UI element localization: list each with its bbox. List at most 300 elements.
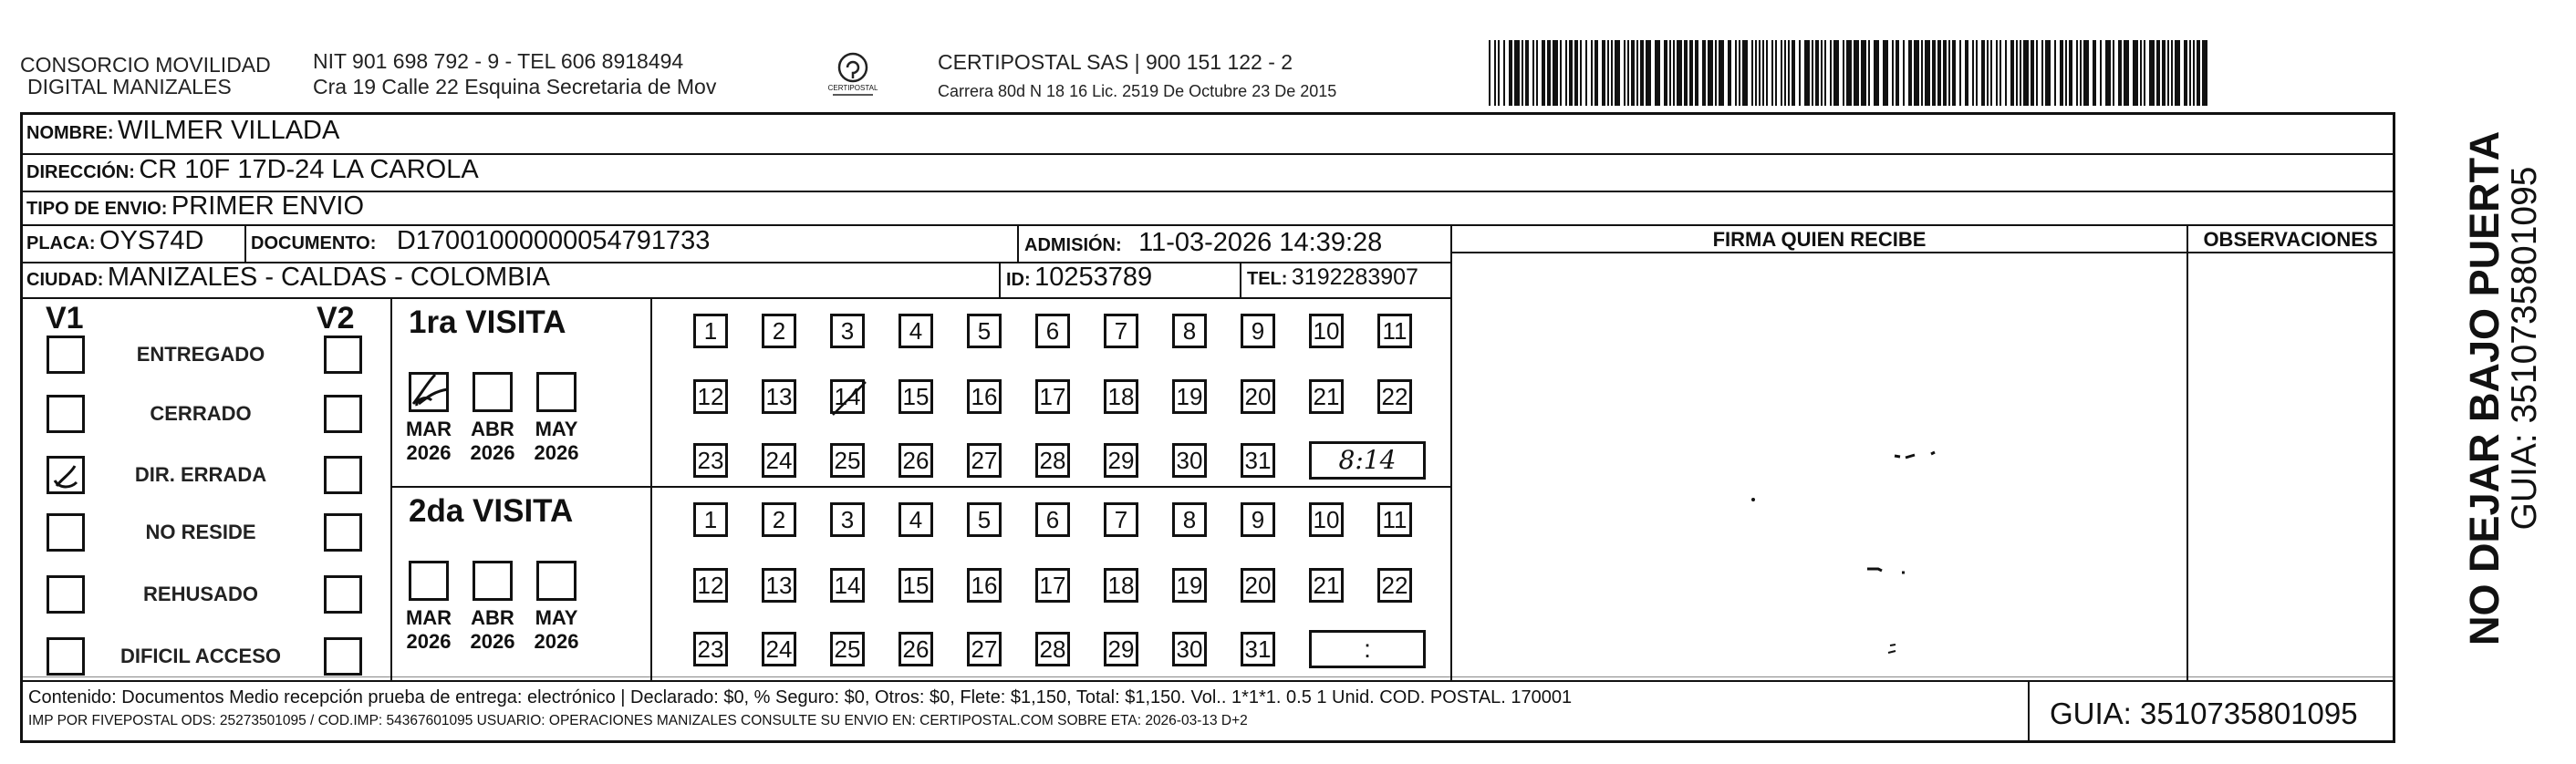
day-box[interactable]	[693, 568, 728, 603]
day-number: 29	[1107, 447, 1135, 474]
day-number: 14	[834, 572, 861, 599]
barcode-bar	[1585, 40, 1587, 106]
barcode-bar	[2054, 40, 2056, 106]
barcode-bar	[2023, 40, 2029, 106]
month-label	[401, 606, 456, 654]
day-box[interactable]	[830, 314, 865, 348]
day-number: 17	[1039, 383, 1066, 410]
day-number: 12	[697, 572, 724, 599]
id-field	[1006, 263, 1152, 293]
day-number: 23	[697, 447, 724, 474]
barcode-bar	[1792, 40, 1795, 106]
month-checkbox[interactable]	[536, 372, 576, 412]
barcode-bar	[1735, 40, 1737, 106]
barcode-bar	[2144, 40, 2145, 106]
month-label	[529, 606, 584, 654]
v2-checkbox[interactable]	[324, 637, 362, 676]
v1-checkbox[interactable]	[47, 575, 85, 614]
day-box[interactable]	[1104, 502, 1138, 537]
day-number: 20	[1244, 572, 1272, 599]
month-checkbox[interactable]	[473, 372, 513, 412]
visit1-months	[392, 299, 650, 486]
observaciones-header: OBSERVACIONES	[2203, 228, 2378, 251]
day-box[interactable]	[1241, 632, 1275, 666]
barcode-bar	[1702, 40, 1706, 106]
barcode-bar	[2118, 40, 2122, 106]
barcode-bar	[1742, 40, 1748, 106]
day-number: 25	[834, 635, 861, 663]
day-box[interactable]	[1035, 379, 1070, 414]
month-name: MAY	[535, 418, 578, 440]
barcode-bar	[2189, 40, 2191, 106]
day-box[interactable]	[693, 314, 728, 348]
day-box[interactable]	[762, 443, 796, 478]
ciudad-field	[26, 263, 550, 293]
barcode-bar	[2076, 40, 2078, 106]
day-box[interactable]	[898, 443, 933, 478]
barcode-bar	[1788, 40, 1790, 106]
barcode-bar	[2124, 40, 2129, 106]
day-box[interactable]	[830, 443, 865, 478]
barcode-bar	[1560, 40, 1562, 106]
tipo-envio-row	[26, 191, 364, 222]
nombre-row	[26, 116, 339, 146]
barcode-bar	[1684, 40, 1688, 106]
v2-label: V2	[317, 301, 355, 336]
month-name: ABR	[471, 606, 514, 629]
day-box[interactable]	[898, 632, 933, 666]
v1-checkbox[interactable]	[47, 637, 85, 676]
day-number: 9	[1251, 506, 1265, 533]
barcode-bar	[1525, 40, 1529, 106]
barcode-bar	[1646, 40, 1651, 106]
month-label	[401, 418, 456, 465]
day-box[interactable]	[1309, 502, 1344, 537]
day-number: 14	[834, 383, 861, 410]
company-name-line1: CONSORCIO MOVILIDAD	[20, 53, 271, 77]
day-number: 9	[1251, 317, 1265, 345]
barcode-bar	[1532, 40, 1534, 106]
day-box[interactable]	[967, 568, 1002, 603]
barcode-bar	[2171, 40, 2173, 106]
day-box[interactable]	[1035, 632, 1070, 666]
status-label: CERRADO	[150, 402, 252, 425]
v2-checkbox[interactable]	[324, 456, 362, 494]
day-number: 24	[765, 635, 793, 663]
day-number: 22	[1381, 572, 1408, 599]
barcode-bar	[2175, 40, 2180, 106]
barcode-bar	[1821, 40, 1823, 106]
day-box[interactable]	[830, 568, 865, 603]
barcode-bar	[2193, 40, 2195, 106]
day-number: 28	[1039, 447, 1066, 474]
barcode-bar	[2031, 40, 2034, 106]
day-box[interactable]	[1104, 443, 1138, 478]
day-box[interactable]	[1172, 379, 1207, 414]
barcode-bar	[2113, 40, 2114, 106]
barcode-bar	[1996, 40, 1998, 106]
day-box[interactable]	[1309, 379, 1344, 414]
day-box[interactable]	[1309, 568, 1344, 603]
barcode-bar	[1669, 40, 1671, 106]
barcode-bar	[2045, 40, 2051, 106]
day-box[interactable]	[762, 632, 796, 666]
v2-checkbox[interactable]	[324, 575, 362, 614]
day-box[interactable]	[762, 314, 796, 348]
v2-checkbox[interactable]	[324, 336, 362, 374]
barcode-bar	[1981, 40, 1985, 106]
day-number: 8	[1182, 317, 1197, 345]
month-name: ABR	[471, 418, 514, 440]
day-box[interactable]	[830, 632, 865, 666]
barcode-bar	[1569, 40, 1573, 106]
day-number: 30	[1176, 635, 1203, 663]
day-box[interactable]	[762, 502, 796, 537]
day-box[interactable]	[1241, 502, 1275, 537]
status-section	[23, 299, 390, 680]
v1-checkbox[interactable]	[47, 395, 85, 433]
day-number: 15	[902, 572, 930, 599]
day-box[interactable]	[1172, 502, 1207, 537]
day-box[interactable]	[1377, 568, 1412, 603]
day-box[interactable]	[898, 314, 933, 348]
visit1-days	[652, 299, 1450, 486]
day-number: 7	[1114, 506, 1128, 533]
barcode-bar	[1636, 40, 1638, 106]
status-label: DIR. ERRADA	[134, 463, 267, 486]
v2-checkbox[interactable]	[324, 513, 362, 552]
contenido-text: Contenido: Documentos Medio recepción prueba de entrega: electrónico | Declarado: $0, % Seguro: $0, Otros: $0, Flete: $1,150, Total: $1,150. Vol.. 1*1*1. 0.5 1 Unid. COD. POSTAL. 170001	[28, 687, 1573, 707]
barcode-bar	[1843, 40, 1844, 106]
month-year: 2026	[406, 441, 452, 464]
barcode-bar	[2149, 40, 2155, 106]
day-number: 17	[1039, 572, 1066, 599]
day-box[interactable]	[1377, 379, 1412, 414]
barcode-bar	[2000, 40, 2001, 106]
barcode-bar	[1824, 40, 1826, 106]
signature-area[interactable]	[1452, 253, 2186, 678]
barcode-bar	[2060, 40, 2063, 106]
barcode-bar	[1781, 40, 1782, 106]
barcode-bar	[1615, 40, 1620, 106]
barcode-bar	[2156, 40, 2160, 106]
day-number: 4	[909, 506, 923, 533]
barcode-bar	[1695, 40, 1698, 106]
day-box[interactable]	[898, 568, 933, 603]
visit2-days	[652, 488, 1450, 680]
sender-address: Cra 19 Calle 22 Esquina Secretaria de Mov	[313, 75, 717, 98]
barcode-bar	[2184, 40, 2187, 106]
ciudad-label: CIUDAD:	[26, 270, 104, 290]
day-number: 27	[971, 447, 998, 474]
documento-label: DOCUMENTO:	[251, 233, 377, 253]
barcode-bar	[1943, 40, 1947, 106]
day-number: 15	[902, 383, 930, 410]
day-number: 19	[1176, 572, 1203, 599]
barcode-bar	[1509, 40, 1512, 106]
direccion-label: DIRECCIÓN:	[26, 162, 135, 182]
day-box[interactable]	[898, 502, 933, 537]
month-checkbox[interactable]	[473, 561, 513, 601]
handwritten-strike-icon	[829, 378, 869, 418]
day-box[interactable]	[1377, 314, 1412, 348]
day-box[interactable]	[1172, 443, 1207, 478]
v2-checkbox[interactable]	[324, 395, 362, 433]
day-box[interactable]	[762, 568, 796, 603]
admision-label: ADMISIÓN:	[1024, 235, 1122, 255]
barcode-bar	[1640, 40, 1644, 106]
barcode-bar	[1937, 40, 1941, 106]
company-name-line2: DIGITAL MANIZALES	[27, 75, 232, 98]
day-box[interactable]	[830, 379, 865, 414]
day-number: 6	[1045, 317, 1060, 345]
month-checkbox[interactable]	[409, 372, 449, 412]
nombre-value: WILMER VILLADA	[118, 116, 340, 145]
barcode-bar	[1547, 40, 1551, 106]
barcode-bar	[1719, 40, 1724, 106]
day-box[interactable]	[693, 379, 728, 414]
barcode-bar	[1948, 40, 1950, 106]
barcode-bar	[1498, 40, 1500, 106]
barcode-bar	[1536, 40, 1538, 106]
barcode-bar	[2005, 40, 2007, 106]
barcode-bar	[1594, 40, 1598, 106]
day-box[interactable]	[693, 632, 728, 666]
barcode-bar	[1591, 40, 1593, 106]
barcode-bar	[1952, 40, 1956, 106]
day-number: 28	[1039, 635, 1066, 663]
barcode-bar	[1932, 40, 1936, 106]
day-number: 20	[1244, 383, 1272, 410]
time-box[interactable]	[1309, 630, 1426, 668]
day-box[interactable]	[1035, 443, 1070, 478]
day-number: 21	[1313, 383, 1340, 410]
barcode-bar	[1673, 40, 1675, 106]
barcode-bar	[1624, 40, 1626, 106]
courier-address: Carrera 80d N 18 16 Lic. 2519 De Octubre 23 De 2015	[938, 82, 1337, 100]
day-number: 31	[1244, 447, 1272, 474]
barcode-bar	[1833, 40, 1839, 106]
barcode-bar	[1921, 40, 1923, 106]
month-label	[465, 606, 520, 654]
barcode-bar	[1766, 40, 1768, 106]
barcode-bar	[2036, 40, 2038, 106]
day-number: 30	[1176, 447, 1203, 474]
ciudad-value: MANIZALES - CALDAS - COLOMBIA	[107, 263, 550, 292]
barcode-bar	[1553, 40, 1558, 106]
barcode-bar	[2069, 40, 2072, 106]
barcode-bar	[1631, 40, 1635, 106]
signature-marks	[1452, 253, 2186, 678]
barcode-bar	[1771, 40, 1773, 106]
month-name: MAR	[405, 418, 452, 440]
day-number: 23	[697, 635, 724, 663]
day-number: 18	[1107, 383, 1135, 410]
guia-footer: GUIA: 3510735801095	[2050, 697, 2358, 730]
month-label	[529, 418, 584, 465]
barcode-bar	[1965, 40, 1968, 106]
visit2-months	[392, 488, 650, 680]
time-value: :	[1364, 635, 1371, 663]
tipo-envio-value: PRIMER ENVIO	[171, 191, 365, 221]
day-number: 22	[1381, 383, 1408, 410]
barcode-bar	[1715, 40, 1717, 106]
barcode-bar	[1799, 40, 1801, 106]
barcode-bar	[1739, 40, 1740, 106]
day-box[interactable]	[898, 379, 933, 414]
visit2-title: 2da VISITA	[409, 493, 574, 529]
status-label: DIFICIL ACCESO	[119, 645, 281, 667]
day-box[interactable]	[967, 443, 1002, 478]
delivery-form	[20, 112, 2395, 743]
barcode-bar	[1728, 40, 1731, 106]
day-box[interactable]	[830, 502, 865, 537]
barcode-bar	[1987, 40, 1989, 106]
day-number: 13	[765, 572, 793, 599]
month-checkbox[interactable]	[536, 561, 576, 601]
nombre-label: NOMBRE:	[26, 123, 114, 143]
barcode-bar	[1708, 40, 1713, 106]
day-box[interactable]	[1241, 443, 1275, 478]
barcode-bar	[1689, 40, 1693, 106]
barcode-bar	[2133, 40, 2138, 106]
day-number: 29	[1107, 635, 1135, 663]
day-number: 2	[772, 506, 786, 533]
admision-value: 11-03-2026 14:39:28	[1138, 228, 1383, 257]
day-box[interactable]	[1104, 379, 1138, 414]
day-box[interactable]	[967, 502, 1002, 537]
day-box[interactable]	[1241, 314, 1275, 348]
barcode-bar	[1664, 40, 1667, 106]
barcode-bar	[1677, 40, 1682, 106]
handwritten-mark-icon	[408, 369, 453, 409]
time-value: 8:14	[1338, 445, 1397, 475]
day-number: 2	[772, 317, 786, 345]
barcode-bar	[1846, 40, 1852, 106]
month-checkbox[interactable]	[409, 561, 449, 601]
barcode-bar	[1908, 40, 1912, 106]
direccion-row	[26, 155, 479, 185]
day-box[interactable]	[1172, 314, 1207, 348]
firma-header: FIRMA QUIEN RECIBE	[1712, 228, 1927, 251]
barcode-bar	[2016, 40, 2018, 106]
side-panel	[2394, 130, 2576, 645]
day-number: 31	[1244, 635, 1272, 663]
day-box[interactable]	[1035, 568, 1070, 603]
day-number: 10	[1313, 506, 1340, 533]
day-number: 1	[703, 506, 718, 533]
barcode	[1489, 40, 2218, 106]
v1-label: V1	[46, 301, 84, 336]
tipo-envio-label: TIPO DE ENVIO:	[26, 199, 168, 219]
barcode-bar	[1611, 40, 1613, 106]
observaciones-area[interactable]	[2188, 253, 2393, 678]
barcode-bar	[2010, 40, 2014, 106]
barcode-bar	[1868, 40, 1870, 106]
day-box[interactable]	[1172, 632, 1207, 666]
placa-field	[26, 226, 203, 256]
day-box[interactable]	[1104, 314, 1138, 348]
barcode-bar	[1854, 40, 1859, 106]
barcode-bar	[1514, 40, 1520, 106]
barcode-bar	[1489, 40, 1491, 106]
day-box[interactable]	[762, 379, 796, 414]
barcode-bar	[1565, 40, 1567, 106]
v1-checkbox[interactable]	[47, 456, 85, 494]
barcode-bar	[1759, 40, 1761, 106]
day-number: 11	[1382, 317, 1407, 345]
day-box[interactable]	[1241, 379, 1275, 414]
direccion-value: CR 10F 17D-24 LA CAROLA	[139, 155, 479, 184]
barcode-bar	[1522, 40, 1523, 106]
day-box[interactable]	[967, 632, 1002, 666]
barcode-bar	[1830, 40, 1832, 106]
barcode-bar	[2140, 40, 2142, 106]
day-box[interactable]	[1035, 502, 1070, 537]
barcode-bar	[1775, 40, 1777, 106]
day-number: 8	[1182, 506, 1197, 533]
documento-value: D17001000000054791733	[396, 226, 711, 255]
month-year: 2026	[470, 441, 515, 464]
day-number: 19	[1176, 383, 1203, 410]
barcode-bar	[1874, 40, 1879, 106]
day-box[interactable]	[693, 502, 728, 537]
day-box[interactable]	[1035, 314, 1070, 348]
barcode-bar	[1883, 40, 1888, 106]
day-box[interactable]	[1377, 502, 1412, 537]
placa-value: OYS74D	[99, 226, 204, 255]
status-label: REHUSADO	[143, 583, 258, 605]
placa-label: PLACA:	[26, 233, 96, 253]
barcode-bar	[2100, 40, 2102, 106]
day-number: 26	[902, 635, 930, 663]
v1-checkbox[interactable]	[47, 336, 85, 374]
day-number: 10	[1313, 317, 1340, 345]
month-year: 2026	[470, 630, 515, 653]
barcode-bar	[2020, 40, 2021, 106]
barcode-bar	[1925, 40, 1930, 106]
barcode-bar	[1755, 40, 1757, 106]
time-box[interactable]	[1309, 441, 1426, 480]
barcode-bar	[1762, 40, 1764, 106]
barcode-bar	[1959, 40, 1961, 106]
day-number: 3	[840, 506, 855, 533]
admision-field	[1024, 228, 1382, 258]
barcode-bar	[1503, 40, 1505, 106]
day-box[interactable]	[1309, 314, 1344, 348]
v1-checkbox[interactable]	[47, 513, 85, 552]
barcode-bar	[1990, 40, 1992, 106]
barcode-bar	[1574, 40, 1578, 106]
day-box[interactable]	[1241, 568, 1275, 603]
day-box[interactable]	[693, 443, 728, 478]
day-number: 5	[977, 317, 992, 345]
day-number: 7	[1114, 317, 1128, 345]
day-number: 27	[971, 635, 998, 663]
month-year: 2026	[406, 630, 452, 653]
day-box[interactable]	[1104, 568, 1138, 603]
day-box[interactable]	[1172, 568, 1207, 603]
day-number: 3	[840, 317, 855, 345]
day-box[interactable]	[967, 379, 1002, 414]
day-number: 25	[834, 447, 861, 474]
day-number: 1	[703, 317, 718, 345]
month-name: MAY	[535, 606, 578, 629]
day-box[interactable]	[967, 314, 1002, 348]
certipostal-logo-icon	[826, 47, 880, 102]
barcode-bar	[1751, 40, 1753, 106]
day-box[interactable]	[1104, 632, 1138, 666]
